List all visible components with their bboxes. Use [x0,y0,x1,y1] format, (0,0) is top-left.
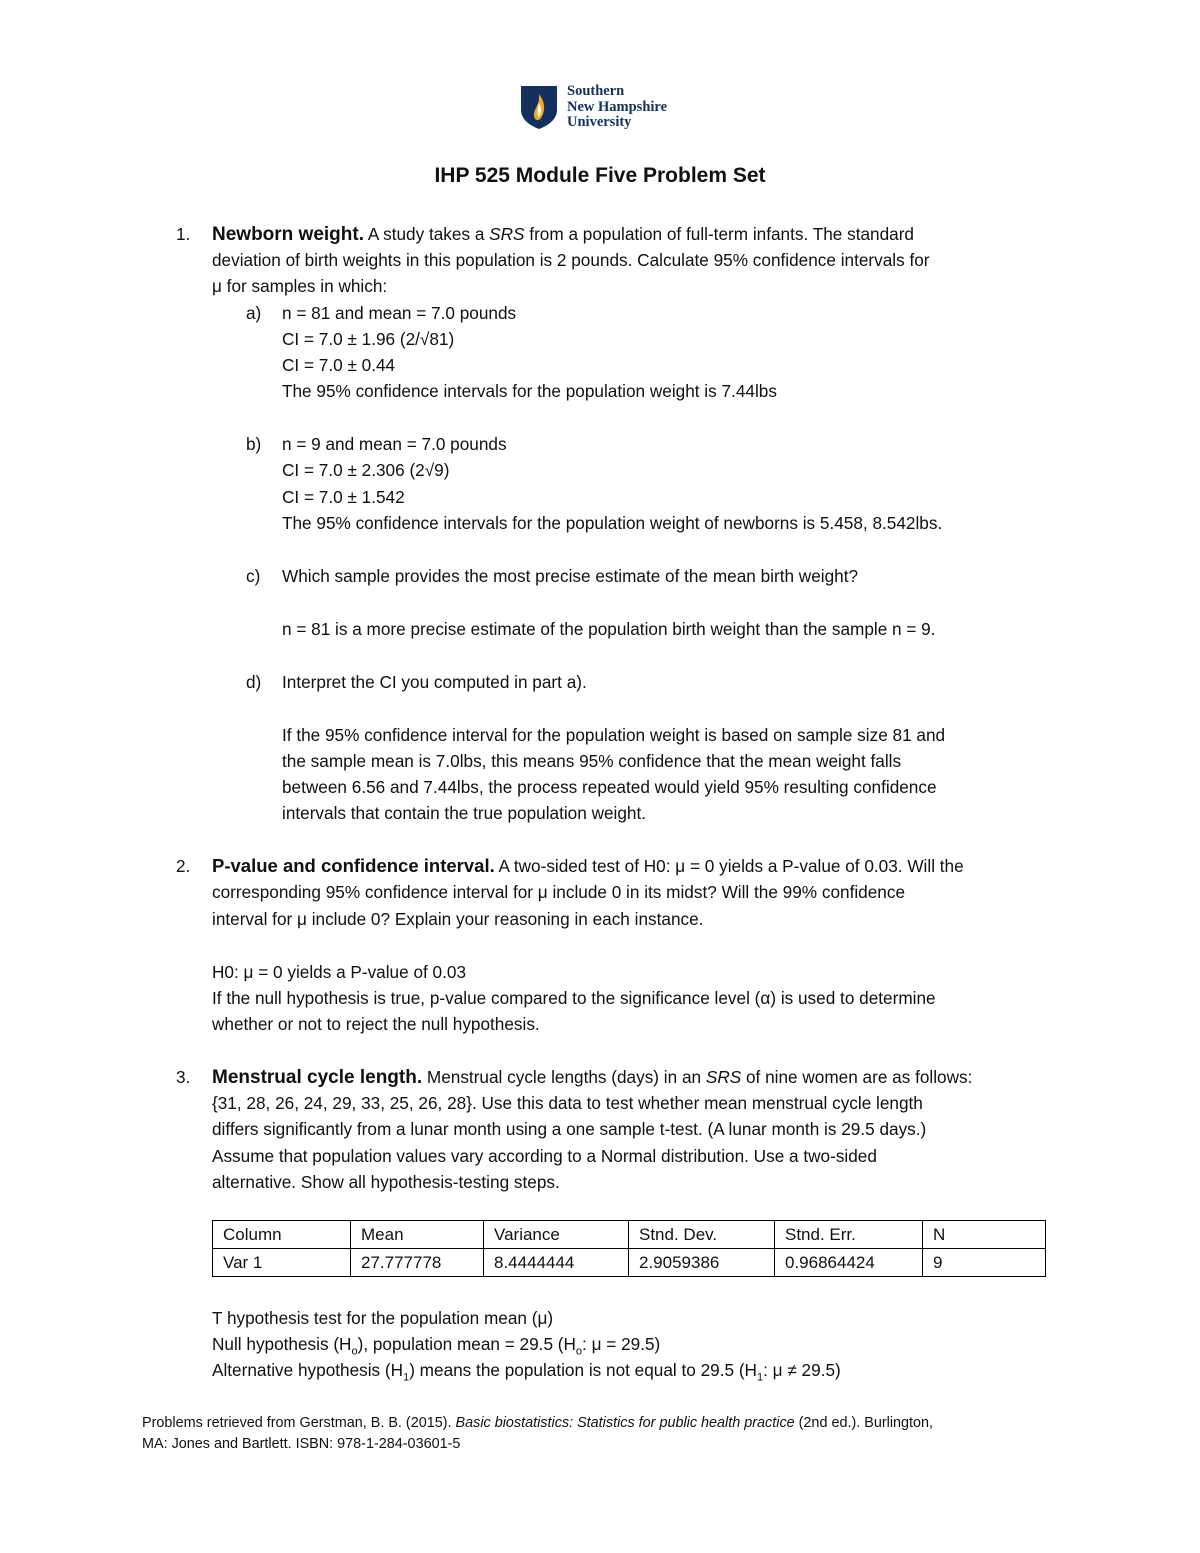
table-header-row [213,1221,1046,1249]
q2-line-1 [212,853,964,879]
q1-number: 1. [176,224,191,244]
q1b-line-2: CI = 7.0 ± 2.306 (2√9) [282,460,450,480]
q3-line-3: differs significantly from a lunar month using a one sample t-test. (A lunar month is 29.5 days.) [212,1119,927,1139]
page-title: IHP 525 Module Five Problem Set [434,164,766,187]
university-logo [519,84,719,134]
q2-line-2: corresponding 95% confidence interval for μ include 0 in its midst? Will the 99% confidence [212,882,905,902]
logo-line-1: Southern [567,83,625,99]
table-header-cell: N [923,1221,1046,1249]
q3-text-2: of nine women are as follows: [741,1067,973,1087]
q2-line-3: interval for μ include 0? Explain your reasoning in each instance. [212,909,704,929]
q1d-line-4: between 6.56 and 7.44lbs, the process repeated would yield 95% resulting confidence [282,777,937,797]
q1-text: A study takes a [364,224,490,244]
q1b-label: b) [246,434,262,454]
q3-h3-sub: 1 [403,1371,410,1384]
q1-heading: Newborn weight. [212,224,364,245]
citation-footer [142,1413,933,1455]
q3-h3-part: Alternative hypothesis (H [212,1360,404,1380]
q3-srs: SRS [705,1067,742,1087]
q1-text-2: from a population of full-term infants. The standard [524,224,914,244]
footer-line-2: MA: Jones and Bartlett. ISBN: 978-1-284-03601-5 [142,1436,461,1452]
table-header-cell: Variance [484,1221,629,1249]
q2-number: 2. [176,856,191,876]
q1c-line-2: n = 81 is a more precise estimate of the population birth weight than the sample n = 9. [282,619,936,639]
logo-line-2: New Hampshire [567,98,668,115]
q2-answer-3: whether or not to reject the null hypothesis. [212,1014,540,1034]
q1c-label: c) [246,566,261,586]
q3-h3-part-2: ) means the population is not equal to 29.5 (H [409,1360,757,1380]
statistics-table [212,1220,1046,1277]
q2-heading: P-value and confidence interval. [212,855,495,876]
table-cell: 9 [923,1249,1046,1277]
q3-h3-part-3: : μ ≠ 29.5) [763,1360,841,1380]
q1b-line-4: The 95% confidence intervals for the population weight of newborns is 5.458, 8.542lbs. [282,513,943,533]
q3-heading: Menstrual cycle length. [212,1067,423,1088]
table-cell: 27.777778 [351,1249,484,1277]
q1a-line-3: CI = 7.0 ± 0.44 [282,355,396,375]
table-header-cell: Stnd. Dev. [629,1221,775,1249]
table-row [213,1249,1046,1277]
q3-line-4: Assume that population values vary according to a Normal distribution. Use a two-sided [212,1146,877,1166]
q3-text: Menstrual cycle lengths (days) in an [422,1067,706,1087]
q3-h2-part-2: ), population mean = 29.5 (H [357,1334,576,1354]
table-cell: 2.9059386 [629,1249,775,1277]
shield-flame-icon [519,84,559,130]
q1-line-2: deviation of birth weights in this population is 2 pounds. Calculate 95% confidence intervals for [212,250,930,270]
q3-hypothesis-1: T hypothesis test for the population mean (μ) [212,1308,554,1328]
q1d-line-5: intervals that contain the true population weight. [282,803,647,823]
table-cell: 8.4444444 [484,1249,629,1277]
q1d-line-1: Interpret the CI you computed in part a). [282,672,587,692]
q3-hypothesis-3 [212,1357,841,1390]
q1a-line-4: The 95% confidence intervals for the population weight is 7.44lbs [282,381,777,401]
q2-answer-1: H0: μ = 0 yields a P-value of 0.03 [212,962,467,982]
table-header-cell: Stnd. Err. [775,1221,923,1249]
logo-line-3: University [567,114,632,130]
q3-line-2: {31, 28, 26, 24, 29, 33, 25, 26, 28}. Use this data to test whether mean menstrual cycle length [212,1093,923,1113]
table-cell: 0.96864424 [775,1249,923,1277]
footer-text-2: (2nd ed.). Burlington, [794,1415,934,1431]
table-header-cell: Mean [351,1221,484,1249]
footer-line-1 [142,1413,933,1434]
footer-book-title: Basic biostatistics: Statistics for public health practice [455,1415,795,1431]
q1d-label: d) [246,672,262,692]
q3-h3-sub-2: 1 [756,1371,764,1384]
q2-answer-2: If the null hypothesis is true, p-value compared to the significance level (α) is used to determine [212,988,936,1008]
q1a-line-2: CI = 7.0 ± 1.96 (2/√81) [282,329,455,349]
q3-h2-sub-2: o [575,1345,583,1358]
footer-text: Problems retrieved from Gerstman, B. B. (2015). [142,1415,456,1431]
q1b-line-1: n = 9 and mean = 7.0 pounds [282,434,507,454]
table-cell: Var 1 [213,1249,351,1277]
q1a-label: a) [246,303,262,323]
q1a-line-1: n = 81 and mean = 7.0 pounds [282,303,517,323]
q3-line-5: alternative. Show all hypothesis-testing steps. [212,1172,560,1192]
q1d-line-3: the sample mean is 7.0lbs, this means 95% confidence that the mean weight falls [282,751,902,771]
q3-line-1 [212,1064,972,1091]
q1-line-3: μ for samples in which: [212,276,388,296]
q3-h2-part-3: : μ = 29.5) [582,1334,661,1354]
q1-line-1 [212,221,914,248]
q1-srs: SRS [489,224,525,244]
table-header-cell: Column [213,1221,351,1249]
q1c-line-1: Which sample provides the most precise estimate of the mean birth weight? [282,566,859,586]
q3-number: 3. [176,1067,191,1087]
q1d-line-2: If the 95% confidence interval for the population weight is based on sample size 81 and [282,725,946,745]
q3-h2-sub: o [351,1345,358,1358]
q2-text: A two-sided test of H0: μ = 0 yields a P-value of 0.03. Will the [494,856,964,876]
q3-h2-part: Null hypothesis (H [212,1334,352,1354]
q1b-line-3: CI = 7.0 ± 1.542 [282,487,405,507]
